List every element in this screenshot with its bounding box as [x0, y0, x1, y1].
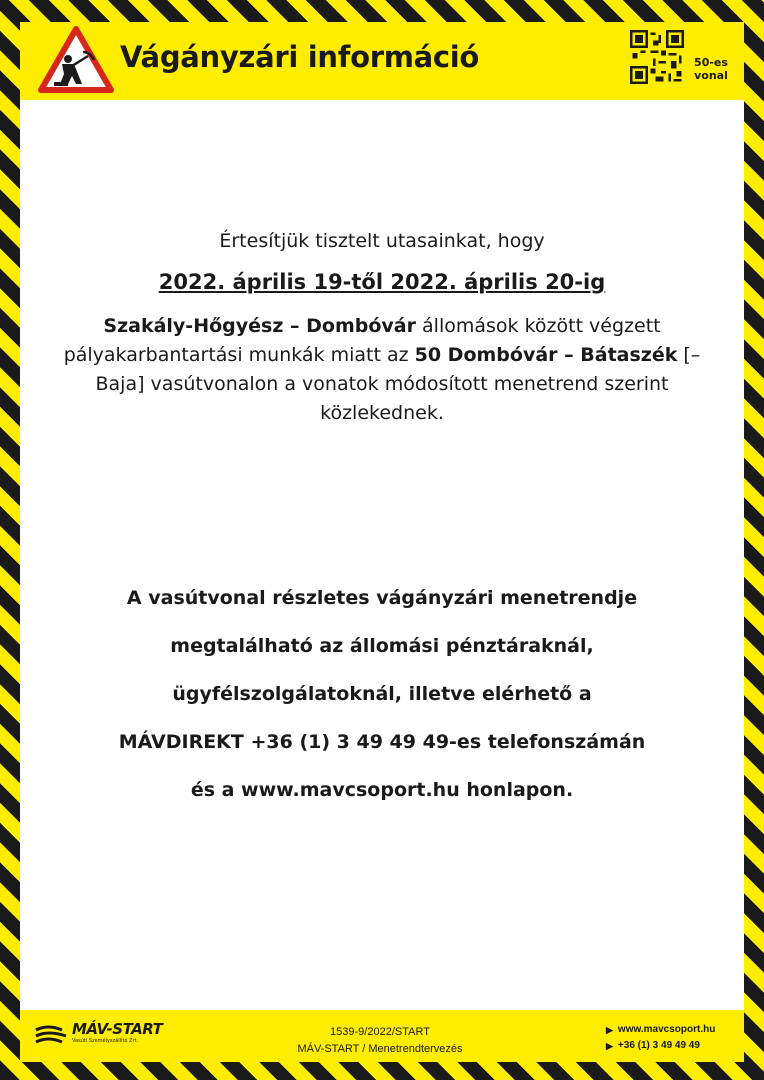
- logo-subtitle: Vasúti Személyszállító Zrt.: [72, 1038, 139, 1044]
- info-line: és a www.mavcsoport.hu honlapon.: [190, 779, 574, 801]
- closure-dates: 2022. április 19-től 2022. április 20-ig: [158, 270, 606, 294]
- document-reference: [270, 1024, 490, 1058]
- info-line: MÁVDIREKT +36 (1) 3 49 49 49-es telefonszámán: [118, 731, 646, 753]
- timetable-info-block: [40, 580, 724, 820]
- description-part-1: állomások között végzett pályakarbantartási munkák miatt az: [63, 315, 661, 366]
- arrow-right-icon: ▶: [606, 1041, 613, 1051]
- arrow-right-icon: ▶: [606, 1025, 613, 1035]
- info-line: ügyfélszolgálatoknál, illetve elérhető a: [172, 683, 592, 705]
- worker-warning-triangle-icon: [38, 26, 114, 94]
- phone-number: +36 (1) 3 49 49 49: [617, 1040, 700, 1051]
- railway-line-name: 50 Dombóvár – Bátaszék: [414, 344, 678, 366]
- section-name: Szakály-Hőgyész – Dombóvár: [103, 315, 416, 337]
- info-line: A vasútvonal részletes vágányzári menetrendje: [126, 587, 638, 609]
- info-line: megtalálható az állomási pénztáraknál,: [170, 635, 594, 657]
- description-part-2: [–Baja] vasútvonalon a vonatok módosított menetrend szerint közlekednek.: [95, 344, 701, 424]
- document-number: 1539-9/2022/START: [330, 1026, 430, 1038]
- line-number-tag: 50-es vonal: [694, 56, 728, 82]
- page-title: Vágányzári információ: [120, 40, 480, 74]
- website-link[interactable]: www.mavcsoport.hu: [617, 1024, 716, 1035]
- intro-text: Értesítjük tisztelt utasainkat, hogy: [219, 230, 545, 252]
- closure-description: [40, 312, 724, 428]
- qr-code-icon: [630, 30, 684, 84]
- logo-text: MÁV-START: [72, 1020, 163, 1038]
- document-department: MÁV-START / Menetrendtervezés: [297, 1043, 463, 1055]
- contact-info: [606, 1022, 715, 1054]
